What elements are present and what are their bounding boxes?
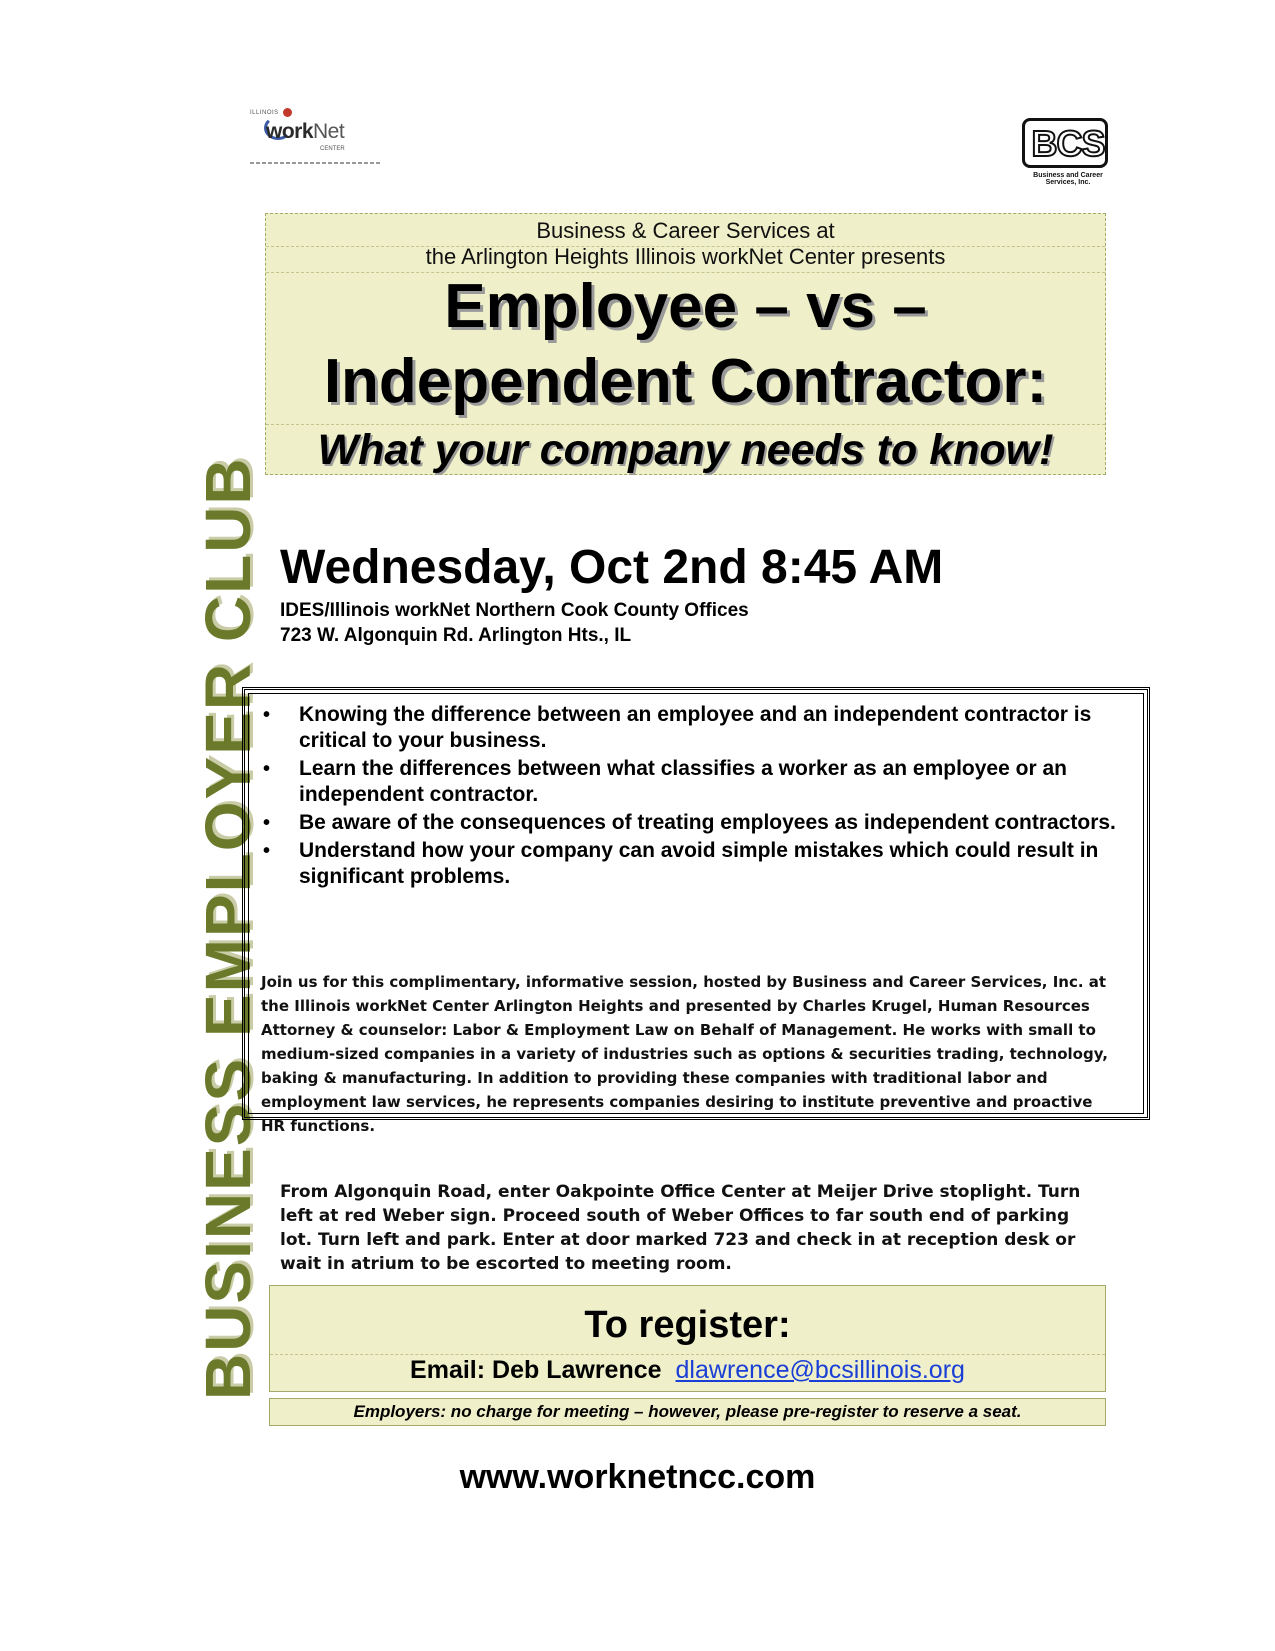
register-box [269, 1285, 1106, 1392]
directions-text: From Algonquin Road, enter Oakpointe Office Center at Meijer Drive stoplight. Turn left at red Weber sign. Proceed south of Weber Offices to far south end of parking lot. Turn left and park. Enter at door marked 723 and check in at reception desk or wait in atrium to be escorted to meeting room. [280, 1182, 1081, 1274]
bullet-item: • Learn the differences between what classifies a worker as an employee or an independent contractor. [263, 756, 1123, 808]
event-venue: IDES/Illinois workNet Northern Cook County Offices [280, 600, 749, 621]
page-subtitle: What your company needs to know! [317, 426, 1054, 474]
bullet-item: • Knowing the difference between an employee and an independent contractor is critical to your business. [263, 702, 1123, 754]
register-heading: To register: [584, 1304, 791, 1346]
register-contact-label: Email: Deb Lawrence [410, 1356, 662, 1384]
bcs-logo [1018, 118, 1118, 184]
event-address: 723 W. Algonquin Rd. Arlington Hts., IL [280, 625, 632, 646]
bullet-item: • Understand how your company can avoid simple mistakes which could result in significant problems. [263, 838, 1123, 890]
bullet-item: • Be aware of the consequences of treating employees as independent contractors. [263, 810, 1123, 836]
presenter-line-1: Business & Career Services at [536, 218, 835, 243]
info-box [242, 687, 1150, 1135]
page-title-line-1: Employee – vs – [444, 272, 927, 341]
register-email-link[interactable]: dlawrence@bcsillinois.org [675, 1356, 965, 1384]
page-title-line-2: Independent Contractor: [323, 347, 1048, 416]
worknet-logo-state: ILLINOIS [250, 110, 279, 116]
bcs-logo-caption: Business and Career Services, Inc. [1033, 172, 1103, 186]
website-url: www.worknetncc.com [459, 1458, 816, 1496]
bcs-logo-frame [1022, 118, 1108, 168]
fine-print: Employers: no charge for meeting – however, please pre-register to reserve a seat. [269, 1398, 1106, 1426]
side-title: BUSINESS EMPLOYER CLUB [192, 456, 264, 1400]
register-contact [270, 1356, 1105, 1385]
worknet-logo-name: workNet [266, 120, 345, 143]
register-divider [270, 1354, 1105, 1355]
worknet-tagline-rule [250, 162, 380, 164]
presenter-line-2: the Arlington Heights Illinois workNet Center presents [425, 244, 946, 269]
event-date-time: Wednesday, Oct 2nd 8:45 AM [280, 541, 944, 594]
bcs-logo-letters: BCS [1031, 123, 1105, 164]
worknet-logo-center: CENTER [320, 146, 345, 152]
worknet-dot-icon [283, 108, 292, 117]
session-description: Join us for this complimentary, informative session, hosted by Business and Career Services, Inc. at the Illinois workNet Center Arlington Heights and presented by Charles Krugel, Human Resources Attorney & counselor: Labor & Employment Law on Behalf of Management. He works with small to medium-sized companies in a variety of industries such as options & securities trading, technology, baking & manufacturing. In addition to providing these companies with traditional labor and employment law services, he represents companies desiring to institute preventive and proactive HR functions. [261, 973, 1109, 1135]
header-divider [266, 424, 1105, 425]
worknet-logo [250, 104, 385, 170]
bullet-list [263, 702, 1123, 892]
header-box [265, 213, 1106, 475]
